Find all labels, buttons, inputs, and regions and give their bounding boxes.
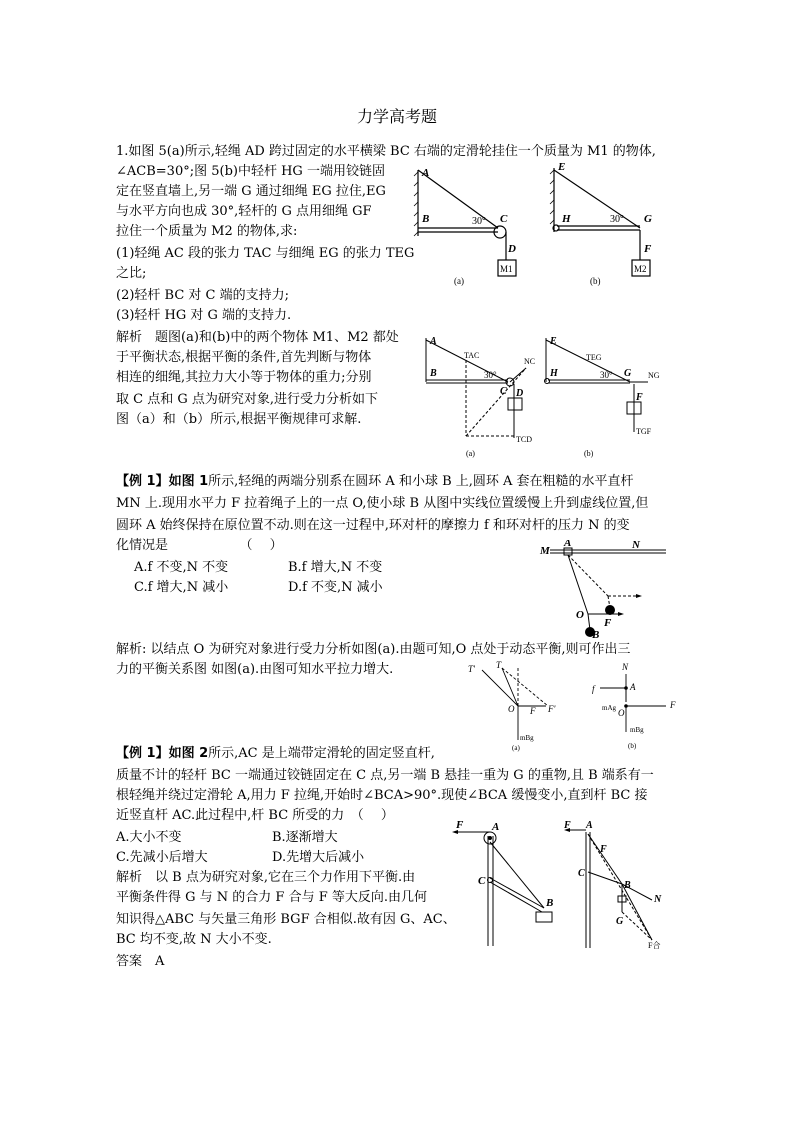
ex2-analysis-2: 平衡条件得 G 与 N 的合力 F 合与 F 等大反向.由几何: [116, 890, 427, 905]
fa-label-tac: TAC: [464, 351, 480, 360]
figure-5-force-analysis: [420, 332, 682, 460]
q1-analysis-2: 于平衡状态,根据平衡的条件,首先判断与物体: [116, 350, 372, 365]
figure-2-pulley-rod: [452, 820, 562, 948]
q1-analysis-1: 解析 题图(a)和(b)中的两个物体 M1、M2 都处: [116, 330, 399, 345]
ex1-analysis-2: 力的平衡关系图 如图(a).由图可知水平拉力增大.: [116, 662, 394, 677]
q1-line-8: (2)轻杆 BC 对 C 端的支持力;: [116, 288, 290, 303]
ex2-option-b: B.逐渐增大: [272, 830, 338, 845]
fa-label-g: G: [624, 368, 632, 379]
ex2-label-f: F: [456, 820, 464, 831]
ex1-label-m: M: [540, 545, 550, 557]
q1-analysis-5: 图（a）和（b）所示,根据平衡规律可求解.: [116, 412, 362, 427]
label-m2: M2: [634, 264, 647, 274]
fa-label-h: H: [550, 368, 558, 379]
ex1f-label-mag: mAg: [602, 704, 616, 712]
ex2f-label-b: B: [624, 880, 631, 891]
label-g: G: [644, 213, 652, 225]
caption-b: (b): [590, 276, 601, 286]
fa-angle-a: 30°: [484, 370, 497, 380]
fa-angle-b: 30°: [600, 370, 613, 380]
fa-label-ng: NG: [648, 371, 660, 380]
fa-label-a: A: [430, 336, 437, 347]
ex2-option-d: D.先增大后减小: [272, 850, 365, 865]
ex1f-label-tp: T': [468, 664, 475, 674]
ex1-label-o: O: [576, 609, 584, 621]
ex2f-label-f2: F: [600, 844, 607, 855]
figure-1-ring-ball: [536, 540, 676, 640]
fa-label-b: B: [430, 368, 437, 379]
label-f: F: [644, 243, 652, 255]
figure-5-setup: [412, 158, 684, 288]
q1-line-2: ∠ACB=30°;图 5(b)中轻杆 HG 一端用铰链固: [116, 164, 385, 179]
fa-label-nc: NC: [524, 357, 536, 366]
ex1f-label-n: N: [622, 662, 629, 672]
ex2f-label-a: A: [586, 820, 593, 831]
q1-line-5: 拉住一个质量为 M2 的物体,求:: [116, 224, 298, 239]
ex1f-label-o2: O: [618, 708, 625, 718]
ex1-option-a: A.f 不变,N 不变: [134, 560, 229, 575]
ex2-analysis-4: BC 均不变,故 N 大小不变.: [116, 932, 272, 947]
ex1f-label-t: T: [496, 660, 502, 670]
ex2-option-a: A.大小不变: [116, 830, 182, 845]
label-e: E: [558, 161, 566, 173]
fa-label-d: D: [516, 388, 524, 399]
fa-caption-b: (b): [584, 449, 594, 458]
label-a: A: [422, 167, 430, 179]
ex1f-label-f: F: [530, 706, 536, 716]
ex2-label-a: A: [492, 821, 500, 833]
ex2-line-1: 【例 1】如图 2所示,AC 是上端带定滑轮的固定竖直杆,: [116, 746, 435, 761]
figure-1-force-diagram: [466, 660, 682, 752]
label-h: H: [562, 213, 571, 225]
fa-label-tgf: TGF: [636, 427, 652, 436]
ex2-label-b: B: [546, 897, 554, 909]
q1-line-3: 定在竖直墙上,另一端 G 通过细绳 EG 拉住,EG: [116, 184, 386, 199]
q1-line-6: (1)轻绳 AC 段的张力 TAC 与细绳 EG 的张力 TEG: [116, 246, 415, 261]
q1-line-4: 与水平方向也成 30°,轻杆的 G 点用细绳 GF: [116, 204, 372, 219]
ex1-label-a: A: [564, 540, 572, 549]
fa-label-c: C: [500, 386, 507, 397]
q1-analysis-3: 相连的细绳,其拉力大小等于物体的重力;分别: [116, 370, 372, 385]
ex2-analysis-1: 解析 以 B 点为研究对象,它在三个力作用下平衡.由: [116, 870, 416, 885]
ex1f-label-f2: F: [670, 700, 676, 710]
ex1-label-f: F: [604, 617, 612, 629]
ex2-line-3: 根轻绳并绕过定滑轮 A,用力 F 拉绳,开始时∠BCA>90°.现使∠BCA 缓慢变小,直到杆 BC 接: [116, 788, 648, 803]
ex2f-label-n: N: [654, 894, 662, 905]
ex1f-label-small-f: f: [592, 684, 595, 694]
ex1f-label-fp: F': [548, 704, 556, 714]
ex1f-label-mg: mBg: [520, 734, 534, 742]
ex2-label-c: C: [478, 875, 486, 887]
fa-label-e: E: [550, 336, 557, 347]
ex2f-label-g: G: [616, 916, 624, 927]
ex1f-caption-b: (b): [628, 742, 637, 750]
caption-a: (a): [454, 276, 464, 286]
ex1-line-4: 化情况是 （ ）: [116, 538, 283, 553]
ex2-answer: 答案 A: [116, 954, 165, 969]
ex1-label-n: N: [632, 540, 640, 551]
fa-caption-a: (a): [466, 449, 475, 458]
label-c: C: [500, 213, 508, 225]
label-angle-b: 30°: [610, 214, 624, 225]
q1-line-7: 之比;: [116, 266, 147, 281]
ex2-line-2: 质量不计的轻杆 BC 一端通过铰链固定在 C 点,另一端 B 悬挂一重为 G 的重物,且 B 端系有一: [116, 768, 654, 783]
label-m1: M1: [500, 264, 513, 274]
ex2f-label-c: C: [578, 868, 585, 879]
ex2-line-4: 近竖直杆 AC.此过程中,杆 BC 所受的力 （ ）: [116, 808, 394, 823]
q1-line-9: (3)轻杆 HG 对 G 端的支持力.: [116, 308, 292, 323]
ex1f-label-a: A: [630, 682, 636, 692]
ex1-option-c: C.f 增大,N 减小: [134, 580, 229, 595]
q1-analysis-4: 取 C 点和 G 点为研究对象,进行受力分析如下: [116, 392, 378, 407]
ex2f-label-f: F: [564, 820, 571, 831]
figure-2-force-diagram: [560, 820, 676, 950]
ex1-option-d: D.f 不变,N 减小: [288, 580, 383, 595]
ex2-option-c: C.先减小后增大: [116, 850, 208, 865]
ex2-analysis-3: 知识得△ABC 与矢量三角形 BGF 合相似.故有因 G、AC、: [116, 912, 456, 927]
ex1-line-1: 【例 1】如图 1所示,轻绳的两端分别系在圆环 A 和小球 B 上,圆环 A 套在粗糙的水平直杆: [116, 474, 634, 489]
page-title: 力学高考题: [356, 107, 437, 126]
ex1-analysis-1: 解析: 以结点 O 为研究对象进行受力分析如图(a).由题可知,O 点处于动态平衡,则可作出三: [116, 642, 631, 657]
q1-line-1: 1.如图 5(a)所示,轻绳 AD 跨过固定的水平横梁 BC 右端的定滑轮挂住一个质量为 M1 的物体,: [116, 144, 656, 159]
ex1f-caption-a: (a): [512, 744, 520, 752]
ex1-option-b: B.f 增大,N 不变: [288, 560, 383, 575]
ex1f-label-mg2: mBg: [630, 726, 644, 734]
fa-label-tcd: TCD: [516, 435, 532, 444]
fa-label-teg: TEG: [586, 353, 602, 362]
ex1-line-2: MN 上.现用水平力 F 拉着绳子上的一点 O,使小球 B 从图中实线位置缓慢上升到虚线位置,但: [116, 496, 649, 511]
label-b: B: [422, 213, 430, 225]
label-d: D: [508, 243, 516, 255]
fa-label-f: F: [636, 392, 643, 403]
ex2f-label-fsum: F合: [648, 941, 661, 950]
ex1-line-3: 圆环 A 始终保持在原位置不动.则在这一过程中,环对杆的摩擦力 f 和环对杆的压力 N 的变: [116, 518, 630, 533]
label-angle-a: 30°: [472, 216, 486, 227]
ex1-label-b: B: [592, 629, 600, 640]
ex1f-label-o: O: [508, 704, 515, 714]
